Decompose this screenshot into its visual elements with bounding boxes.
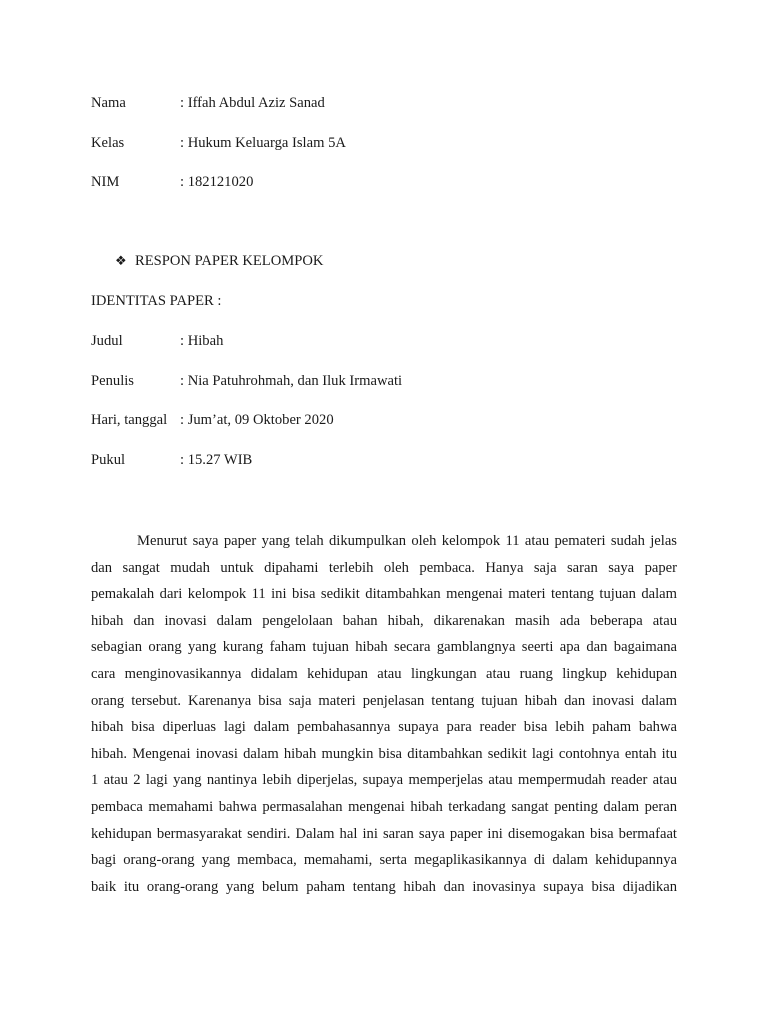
paragraph-line: hibah dan inovasi dalam pengelolaan bahan hibah, dikarenakan masih ada beberapa atau: [91, 612, 677, 629]
paragraph-line: cara menginovasikannya didalam kehidupan atau lingkungan atau ruang lingkup kehidupan: [91, 665, 677, 682]
section-heading-text: RESPON PAPER KELOMPOK: [135, 253, 324, 269]
pukul-value: : 15.27 WIB: [180, 452, 253, 468]
kelas-row: [91, 133, 346, 153]
penulis-row: [91, 371, 402, 391]
nama-label: Nama: [91, 95, 126, 111]
paragraph-line: hibah. Mengenai inovasi dalam hibah mungkin bisa ditambahkan sedikit lagi contohnya entah itu: [91, 745, 677, 762]
penulis-value: : Nia Patuhrohmah, dan Iluk Irmawati: [180, 373, 403, 389]
section-heading: [115, 251, 323, 271]
kelas-label: Kelas: [91, 135, 125, 151]
judul-row: [91, 331, 223, 351]
paragraph-line: Menurut saya paper yang telah dikumpulkan oleh kelompok 11 atau pemateri sudah jelas: [137, 533, 677, 549]
hari-tanggal-label: Hari, tanggal: [91, 412, 168, 428]
paragraph-line: baik itu orang-orang yang belum paham tentang hibah dan inovasinya supaya bisa dijadikan: [91, 878, 677, 895]
paragraph-line: sebagian orang yang kurang faham tujuan hibah secara gamblangnya seerti apa dan bagaimana: [91, 639, 677, 656]
nama-value: : Iffah Abdul Aziz Sanad: [180, 95, 325, 111]
paragraph-line: kehidupan bermasyarakat sendiri. Dalam hal ini saran saya paper ini disemogakan bisa bermafaat: [91, 825, 677, 842]
nim-value: : 182121020: [180, 174, 254, 190]
judul-value: : Hibah: [180, 333, 224, 349]
body-paragraph: [91, 528, 677, 900]
paragraph-line: orang tersebut. Karenanya bisa saja materi penjelasan tentang tujuan hibah dan inovasi dalam: [91, 692, 677, 709]
paragraph-line: bagi orang-orang yang membaca, memahami, serta megaplikasikannya di dalam kehidupannya: [91, 852, 677, 869]
pukul-label: Pukul: [91, 452, 126, 468]
paragraph-line: dan sangat mudah untuk dipahami terlebih oleh pembaca. Hanya saja saran saya paper: [91, 559, 677, 576]
nim-label: NIM: [91, 174, 120, 190]
diamond-bullet-icon: ❖: [115, 254, 127, 269]
paragraph-line: 1 atau 2 lagi yang nantinya lebih diperjelas, supaya memperjelas atau mempermudah reader atau: [91, 772, 677, 789]
hari-tanggal-row: [91, 410, 334, 430]
paragraph-line: pemakalah dari kelompok 11 ini bisa sedikit ditambahkan mengenai materi tentang tujuan dalam: [91, 586, 677, 603]
nim-row: [91, 172, 253, 192]
hari-tanggal-value: : Jum’at, 09 Oktober 2020: [180, 412, 334, 428]
nama-row: [91, 93, 325, 113]
paper-identity-title: IDENTITAS PAPER :: [91, 293, 222, 309]
pukul-row: [91, 450, 252, 470]
paragraph-line: hibah bisa diperluas lagi dalam pembahasannya supaya para reader bisa lebih paham bahwa: [91, 719, 677, 736]
judul-label: Judul: [91, 333, 123, 349]
paragraph-line: pembaca memahami bahwa permasalahan mengenai hibah terkadang sangat penting dalam peran: [91, 798, 677, 815]
penulis-label: Penulis: [91, 373, 134, 389]
kelas-value: : Hukum Keluarga Islam 5A: [180, 135, 346, 151]
